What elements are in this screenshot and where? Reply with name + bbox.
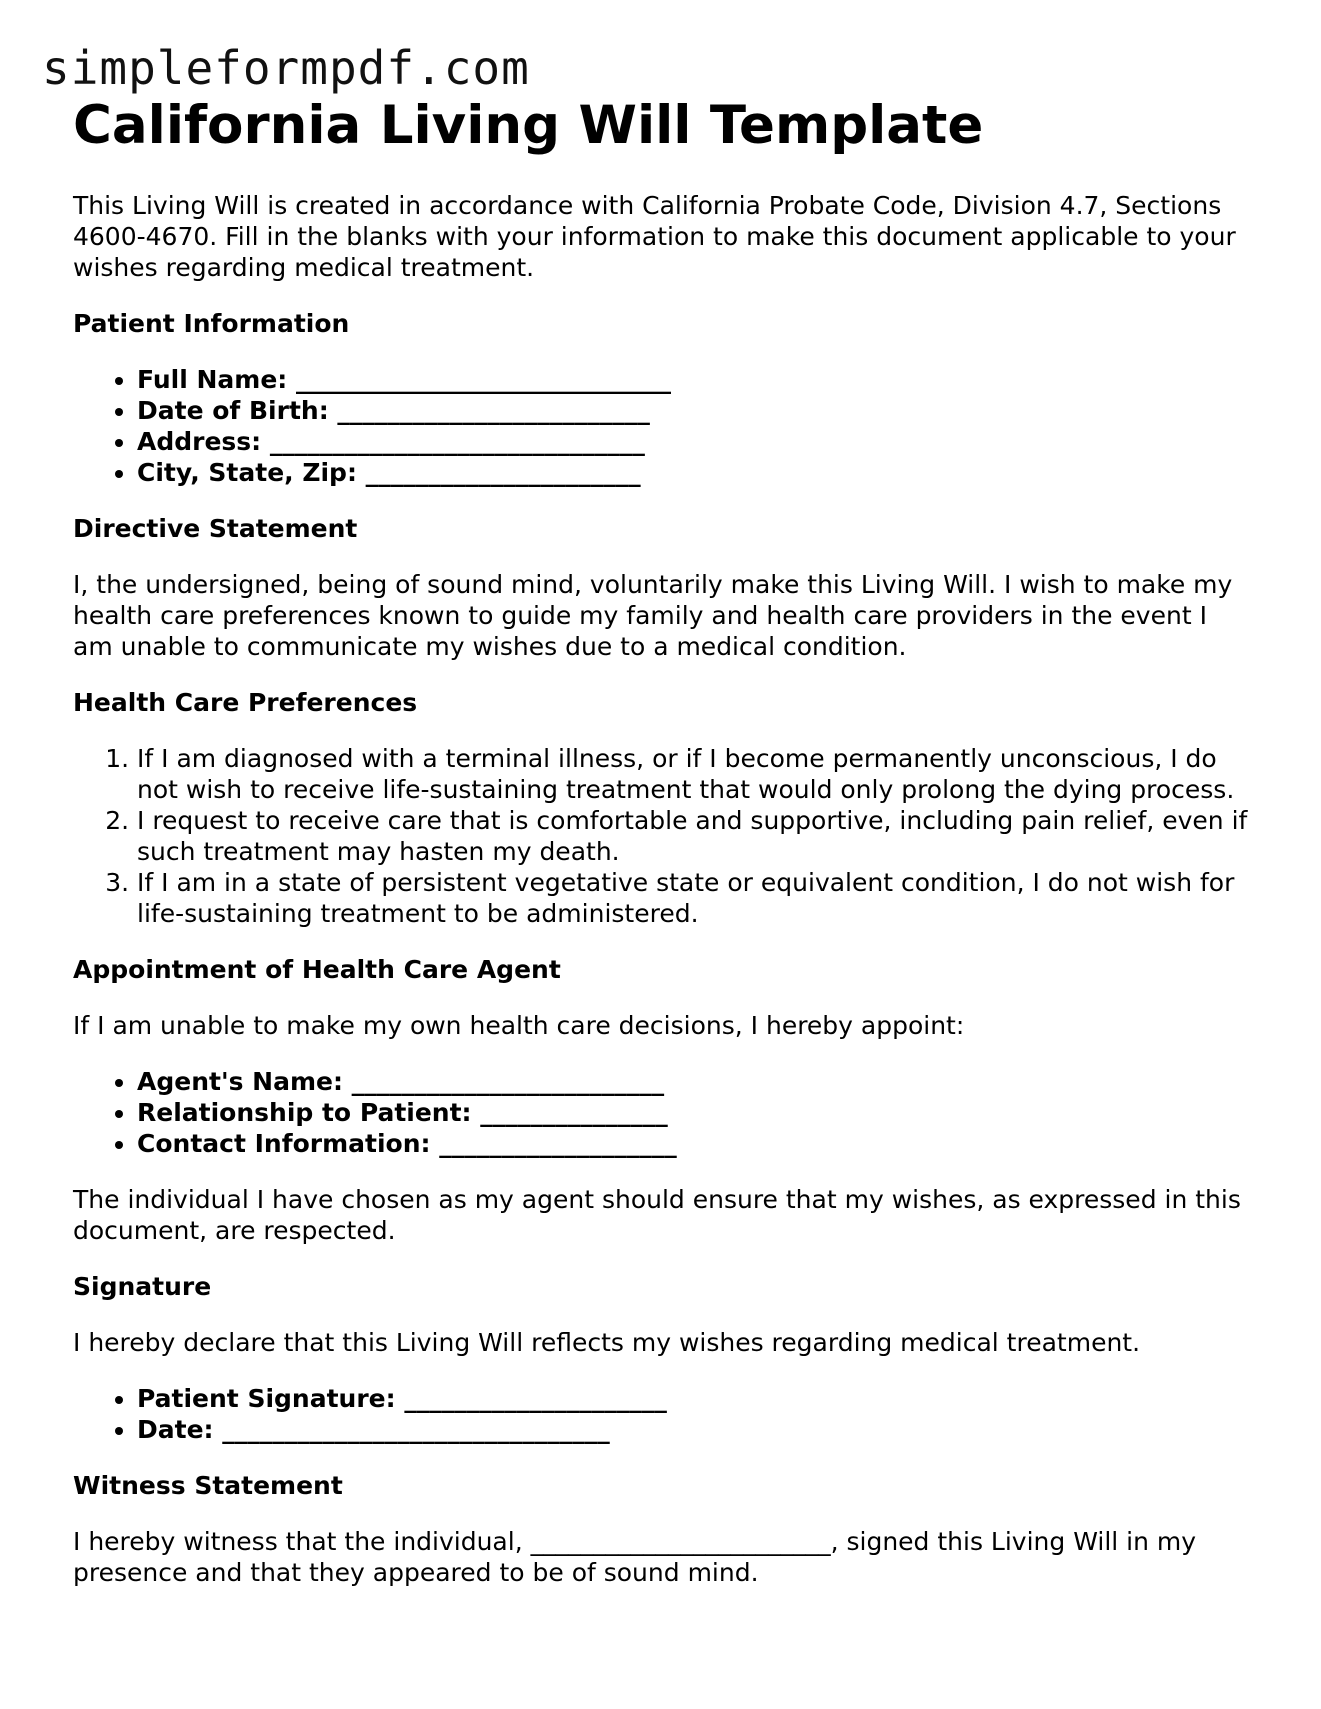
document-title: California Living Will Template [73,95,984,156]
agent-name-field: • Agent's Name: _________________________ [137,1066,1253,1097]
health-care-agent-heading: Appointment of Health Care Agent [73,955,561,984]
patient-information-list [73,364,1253,488]
site-watermark: simpleformpdf.com [42,41,530,95]
signature-heading: Signature [73,1272,212,1301]
city-state-zip-field: • City, State, Zip: ______________________ [137,457,1253,488]
preference-item-3: 3. If I am in a state of persistent vegetative state or equivalent condition, I do not wish for life-sustaining treatment to be administered. [137,867,1253,929]
health-care-agent-note: The individual I have chosen as my agent should ensure that my wishes, as expressed in this document, are respected. [73,1185,1241,1245]
health-care-agent-list [73,1066,1253,1159]
health-care-preferences-heading: Health Care Preferences [73,688,418,717]
full-name-field: • Full Name: ______________________________ [137,364,1253,395]
health-care-preferences-list [73,743,1253,929]
patient-information-heading: Patient Information [73,309,350,338]
preference-item-1: 1. If I am diagnosed with a terminal illness, or if I become permanently unconscious, I do not wish to receive life-sustaining treatment that would only prolong the dying process. [137,743,1253,805]
health-care-agent-intro: If I am unable to make my own health care decisions, I hereby appoint: [73,1011,965,1040]
signature-text: I hereby declare that this Living Will reflects my wishes regarding medical treatment. [73,1328,1141,1357]
witness-statement-heading: Witness Statement [73,1471,343,1500]
signature-list [73,1383,1253,1445]
intro-paragraph: This Living Will is created in accordance with California Probate Code, Division 4.7, Sections 4600-4670. Fill in the blanks with your information to make this document applicable to your wishes regarding medical treatment. [73,191,1236,282]
date-of-birth-field: • Date of Birth: _________________________ [137,395,1253,426]
signature-date-field: • Date: _______________________________ [137,1414,1253,1445]
relationship-field: • Relationship to Patient: _______________ [137,1097,1253,1128]
directive-statement-heading: Directive Statement [73,514,358,543]
address-field: • Address: ______________________________ [137,426,1253,457]
directive-statement-text: I, the undersigned, being of sound mind, voluntarily make this Living Will. I wish to make my health care preferences known to guide my family and health care providers in the event I am unable to communicate my wishes due to a medical condition. [73,570,1233,661]
preference-item-2: 2. I request to receive care that is comfortable and supportive, including pain relief, even if such treatment may hasten my death. [137,805,1253,867]
document-body [73,88,1253,1588]
witness-statement-text: I hereby witness that the individual, ________________________, signed this Living Will in my presence and that they appeared to be of sound mind. [73,1527,1197,1587]
patient-signature-field: • Patient Signature: _____________________ [137,1383,1253,1414]
contact-information-field: • Contact Information: ___________________ [137,1128,1253,1159]
